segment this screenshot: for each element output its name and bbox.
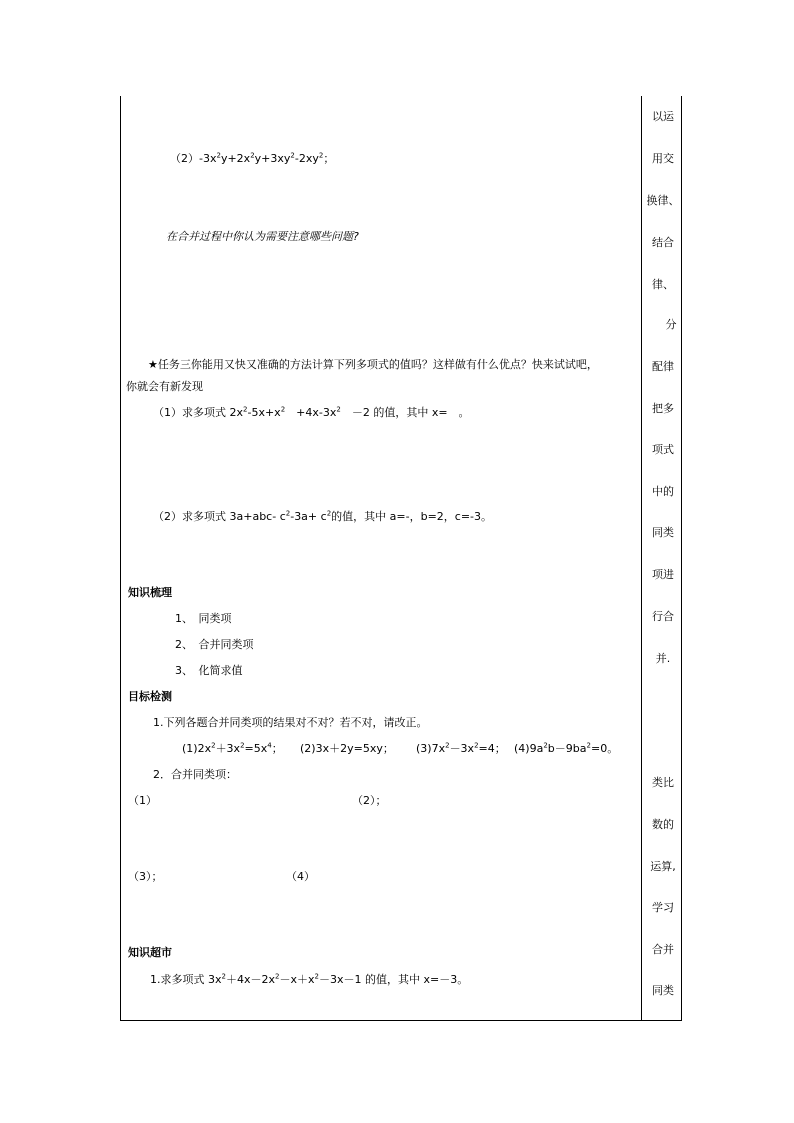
sidebar-note-5: 律、 <box>652 278 674 291</box>
sidebar-note-14: 并. <box>655 652 671 665</box>
sidebar-note-6: 分 <box>665 318 677 331</box>
sidebar-note-7: 配律 <box>652 360 674 373</box>
test-q1-part-b: (2)3x＋2y=5xy； <box>300 742 394 755</box>
task3-question-2: （2）求多项式 3a+abc- $c^2-3a+ c^2$的值，其中 a=-，b=2，c=-3。 <box>153 509 493 523</box>
test-question-2: 2．合并同类项： <box>153 768 237 781</box>
table-bottom-border <box>120 1020 682 1021</box>
sidebar-note-10: 中的 <box>652 485 674 498</box>
task3-line1: ★任务三你能用又快又准确的方法计算下列多项式的值吗？这样做有什么优点？快来试试吧， <box>148 358 598 371</box>
test-q2-item-1: （1） <box>128 794 157 807</box>
item-2-expression: $(2)-3x^2y+2x^2y+3xy^2-2xy^2$； <box>170 151 335 165</box>
sidebar-note-1: 以运 <box>652 110 674 123</box>
test-q2-item-2: （2）； <box>352 794 387 807</box>
merge-question: 在合并过程中你认为需要注意哪些问题? <box>166 230 359 243</box>
sidebar-note-2: 用交 <box>652 152 674 165</box>
sidebar-note-19: 合并 <box>652 943 674 956</box>
review-item-2: 2、 合并同类项 <box>175 638 254 651</box>
beyond-question-1: 1.求多项式 $3x^2+4x-2x^2-x+x^2-3x-1$ 的值，其中 x=－3。 <box>150 972 469 986</box>
test-q2-item-3: （3）； <box>128 870 163 883</box>
test-heading: 目标检测 <box>128 690 172 703</box>
test-q1-part-d: $(4)9a^2b-9ba^2=0$。 <box>514 741 619 755</box>
table-right-border <box>681 96 682 1021</box>
sidebar-note-9: 项式 <box>652 443 674 456</box>
task3-line2: 你就会有新发现 <box>126 380 203 393</box>
table-divider <box>641 96 642 1021</box>
sidebar-note-18: 学习 <box>652 901 674 914</box>
sidebar-note-3: 换律、 <box>646 194 680 207</box>
sidebar-note-13: 行合 <box>652 610 674 623</box>
sidebar-note-4: 结合 <box>652 236 674 249</box>
test-q1-part-a: $(1)2x^2+3x^2=5x^4$； <box>182 741 283 755</box>
test-question-1: 1.下列各题合并同类项的结果对不对？若不对，请改正。 <box>153 716 428 729</box>
task3-question-1: （1）求多项式 $2x^2-5x+x^2$ $+4x-3x^2$ －2 的值，其中 x= 。 <box>153 405 470 419</box>
sidebar-note-8: 把多 <box>652 402 674 415</box>
beyond-heading: 知识超市 <box>128 946 172 959</box>
review-item-1: 1、 同类项 <box>175 612 232 625</box>
sidebar-note-11: 同类 <box>652 526 674 539</box>
sidebar-note-16: 数的 <box>652 818 674 831</box>
sidebar-note-15: 类比 <box>652 776 674 789</box>
sidebar-note-12: 项进 <box>652 568 674 581</box>
sidebar-note-20: 同类 <box>652 984 674 997</box>
review-item-3: 3、 化简求值 <box>175 664 243 677</box>
test-q2-item-4: （4） <box>286 870 315 883</box>
review-heading: 知识梳理 <box>128 586 172 599</box>
sidebar-note-17: 运算, <box>650 860 676 873</box>
test-q1-part-c: $(3)7x^2-3x^2=4$； <box>416 741 506 755</box>
table-left-border <box>120 96 121 1021</box>
